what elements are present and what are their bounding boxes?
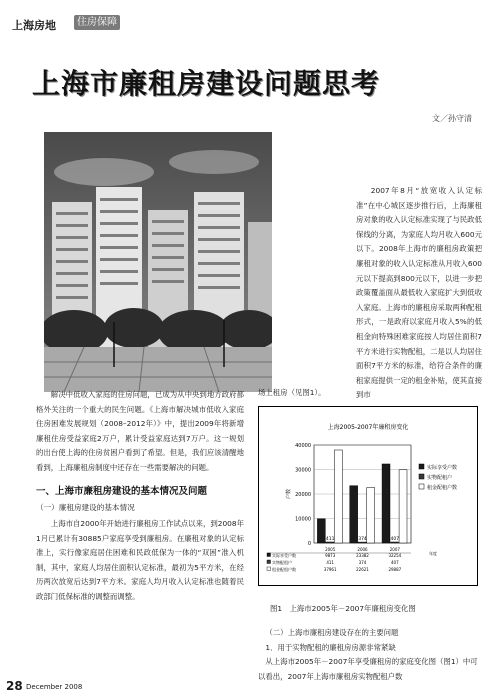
section-2: [258, 626, 480, 684]
bar: [350, 486, 358, 543]
figure-caption: 图1 上海市2005年－2007年廉租房变化图: [270, 604, 416, 613]
x-tick-label: 2007: [389, 547, 400, 552]
table-row-label: 实际享受户数: [272, 553, 296, 558]
x-tick-label: 2006: [357, 547, 368, 552]
table-cell: 9873: [325, 553, 336, 558]
table-cell: 411: [326, 560, 334, 565]
lead-paragraph: 解决中低收入家庭的住房问题，已成为从中央到地方政府都格外关注的一个重大的民生问题。《上海市解决城市低收入家庭住房困难发展规划（2008–2012年）》中，提出2009年将新增廉租住房受益家庭2万户，累计受益家庭达到7万户。这一规划的出台使上海的住房贫困户看到了希望。但是，我们应该清醒地看到，上海廉租房制度中还存在一些需要解决的问题。: [36, 390, 244, 472]
table-swatch: [267, 553, 271, 557]
legend-swatch: [419, 474, 424, 479]
y-tick-label: 0: [307, 541, 311, 547]
x-tick-label: 2005: [325, 547, 336, 552]
legend-label: 租金配租户数: [427, 485, 458, 491]
bar: [317, 519, 325, 543]
chart-title: 上海2005-2007年廉租房变化: [327, 424, 409, 431]
intro-text: 2007年8月“放宽收入认定标准”在中心城区逐步推行后，上海廉租房对象的收入认定标准实现了与民政低保线的分离，为家庭人均月收入600元以下。2008年上海市的廉租房政策把廉租对象的收入认定标准从月收入600元以下提高到800元以下，以进一步把政策覆盖面从最低收入家庭扩大到低收入家庭。上海市的廉租房采取两种配租形式，一是政府以家庭月收入5%的低租金向特殊困难家庭按人均居住面积7平方米进行实物配租，二是以人均居住面积7平方米的标准，给符合条件的廉租家庭提供一定的租金补贴，使其直接到市: [356, 186, 482, 400]
legend-label: 实物配租户: [427, 475, 453, 481]
issue-date: December 2008: [26, 683, 83, 691]
page-number: 28: [6, 679, 23, 693]
table-swatch: [267, 560, 271, 564]
section-2-item: 1．用于实物配租的廉租房房源非常紧缺: [265, 642, 396, 652]
bar-data-label: 374: [358, 537, 367, 542]
chart-svg: [259, 407, 477, 585]
y-tick-label: 40000: [295, 443, 311, 449]
section-1-subheading: （一）廉租房建设的基本情况: [36, 502, 135, 512]
bar-data-label: 411: [325, 537, 335, 542]
section-1-heading: 一、上海市廉租房建设的基本情况及问题: [36, 486, 208, 497]
section-2-subheading: （二）上海市廉租房建设存在的主要问题: [265, 628, 399, 637]
figure-1-chart: [258, 406, 478, 586]
table-cell: 32254: [388, 553, 402, 558]
table-cell: 22621: [356, 567, 369, 572]
left-column: [36, 388, 244, 604]
article-title: 上海市廉租房建设问题思考: [32, 67, 381, 100]
y-tick-label: 20000: [295, 492, 311, 498]
table-cell: 23382: [356, 553, 369, 558]
legend-swatch: [419, 484, 424, 489]
bar-data-label: 407: [390, 537, 400, 542]
table-cell: 374: [358, 560, 367, 565]
bar: [367, 488, 375, 543]
table-cell: 37961: [323, 567, 337, 572]
y-tick-label: 30000: [295, 467, 311, 474]
bar: [391, 542, 399, 543]
buildings-photo: [44, 132, 272, 392]
masthead-brand: 上海房地: [12, 19, 56, 32]
intro-paragraph: [356, 184, 482, 403]
section-2-paragraph: 从上海市2005年－2007年享受廉租房的家庭变化图（图1）中可以看出，2007年上海市廉租房实物配租户数: [258, 657, 478, 681]
legend-label: 实际享受户数: [427, 465, 458, 471]
y-tick-label: 10000: [295, 516, 311, 523]
byline: 文／孙守清: [432, 114, 472, 123]
bar: [326, 542, 334, 543]
bar: [358, 542, 366, 543]
table-cell: 407: [391, 560, 399, 565]
y-axis-label: 户数: [286, 488, 292, 500]
intro-tail: 场上租房（见图1）。: [258, 388, 326, 397]
section-1-paragraph: 上海市自2000年开始进行廉租房工作试点以来，到2008年1月已累计有30885户家庭享受到廉租房。在廉租对象的认定标准上，实行像家庭居住困难和民政低保为一体的“双困”准入机制，其中，家庭人均居住面积认定标准，最初为5平方米，在经历两次放宽后达到7平方米。家庭人均月收入认定标准也随着民政部门低保标准的调整而调整。: [36, 519, 244, 601]
x-axis-label: 年度: [429, 551, 437, 556]
bar: [399, 470, 407, 543]
bar: [334, 450, 342, 543]
table-row-label: 实物配租户: [272, 560, 292, 565]
bar: [382, 464, 390, 543]
column-badge: 住房保障: [74, 15, 120, 30]
legend-swatch: [419, 464, 424, 469]
table-row-label: 租金配租户数: [272, 567, 296, 572]
table-swatch: [267, 567, 271, 571]
table-cell: 29887: [388, 567, 402, 572]
